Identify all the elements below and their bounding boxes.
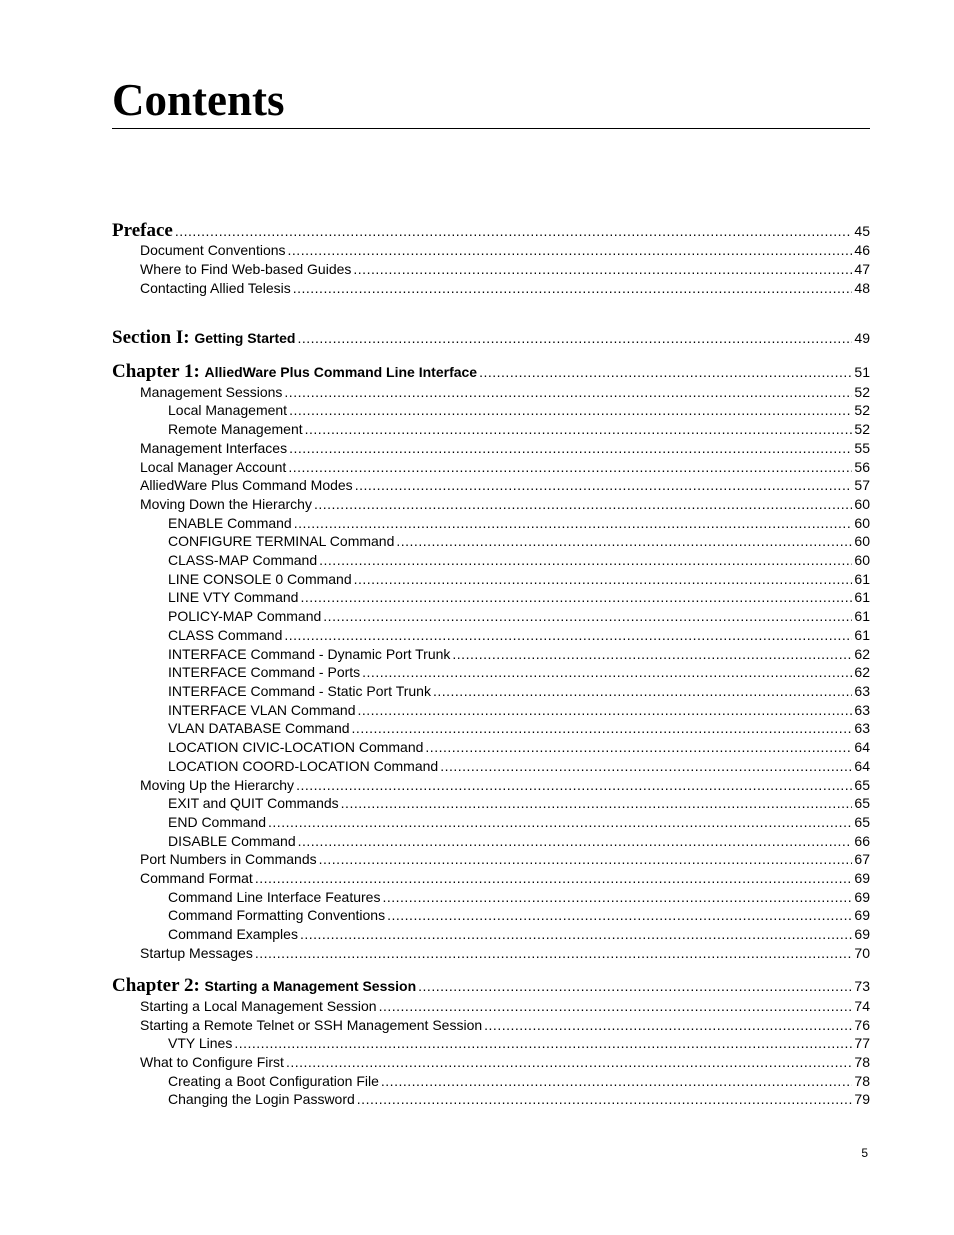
toc-page-number: 73 bbox=[854, 978, 870, 994]
dot-leader bbox=[319, 551, 852, 569]
toc-page-number: 51 bbox=[854, 364, 870, 380]
dot-leader bbox=[305, 420, 853, 438]
toc-page-number: 67 bbox=[854, 851, 870, 867]
toc-entry[interactable] bbox=[112, 925, 870, 943]
toc-entry[interactable] bbox=[112, 645, 870, 663]
dot-leader bbox=[355, 476, 853, 494]
toc-page-number: 61 bbox=[854, 627, 870, 643]
toc-entry[interactable] bbox=[112, 850, 870, 868]
toc-entry[interactable] bbox=[112, 813, 870, 831]
toc-entry[interactable] bbox=[112, 1016, 870, 1034]
toc-heading-entry[interactable] bbox=[112, 363, 870, 381]
toc-entry-label: CLASS Command bbox=[168, 627, 283, 643]
toc-entry[interactable] bbox=[112, 279, 870, 297]
toc-entry-label: Command Formatting Conventions bbox=[168, 907, 386, 923]
dot-leader bbox=[341, 794, 853, 812]
toc-entry[interactable] bbox=[112, 260, 870, 278]
toc-entry-label bbox=[112, 222, 173, 240]
toc-entry[interactable] bbox=[112, 551, 870, 569]
toc-entry[interactable] bbox=[112, 458, 870, 476]
toc-entry[interactable] bbox=[112, 532, 870, 550]
toc-entry[interactable] bbox=[112, 626, 870, 644]
toc-entry-label: LINE VTY Command bbox=[168, 589, 299, 605]
toc-entry-label: Management Interfaces bbox=[140, 440, 288, 456]
toc-heading-title: Starting a Management Session bbox=[204, 978, 417, 994]
toc-page-number: 64 bbox=[854, 739, 870, 755]
toc-entry[interactable] bbox=[112, 439, 870, 457]
toc-entry-label: Startup Messages bbox=[140, 945, 253, 961]
toc-page-number: 46 bbox=[854, 242, 870, 258]
toc-entry[interactable] bbox=[112, 383, 870, 401]
toc-entry[interactable] bbox=[112, 495, 870, 513]
dot-leader bbox=[353, 260, 852, 278]
dot-leader bbox=[352, 719, 853, 737]
toc-entry[interactable] bbox=[112, 776, 870, 794]
dot-leader bbox=[284, 383, 852, 401]
dot-leader bbox=[418, 977, 852, 995]
toc-entry[interactable] bbox=[112, 241, 870, 259]
toc-entry-label: END Command bbox=[168, 814, 267, 830]
dot-leader bbox=[484, 1016, 852, 1034]
dot-leader bbox=[289, 439, 852, 457]
toc-entry[interactable] bbox=[112, 420, 870, 438]
dot-leader bbox=[268, 813, 852, 831]
toc-entry-label: Document Conventions bbox=[140, 242, 286, 258]
toc-entry-label: LINE CONSOLE 0 Command bbox=[168, 571, 352, 587]
dot-leader bbox=[289, 401, 852, 419]
dot-leader bbox=[433, 682, 852, 700]
toc-entry-label: Port Numbers in Commands bbox=[140, 851, 317, 867]
toc-entry-label: Command Examples bbox=[168, 926, 298, 942]
toc-entry[interactable] bbox=[112, 869, 870, 887]
toc-entry[interactable] bbox=[112, 832, 870, 850]
toc-entry-label: Where to Find Web-based Guides bbox=[140, 261, 352, 277]
toc-heading-prefix: Preface bbox=[112, 220, 173, 241]
toc-entry[interactable] bbox=[112, 719, 870, 737]
dot-leader bbox=[288, 241, 853, 259]
toc-page-number: 66 bbox=[854, 833, 870, 849]
toc-entry-label: Starting a Remote Telnet or SSH Management Session bbox=[140, 1017, 483, 1033]
toc-entry-label: Command Format bbox=[140, 870, 253, 886]
toc-entry-label: Management Sessions bbox=[140, 384, 283, 400]
toc-page-number: 65 bbox=[854, 814, 870, 830]
toc-entry-label: LOCATION COORD-LOCATION Command bbox=[168, 758, 439, 774]
toc-entry-label: Local Management bbox=[168, 402, 288, 418]
toc-page-number: 61 bbox=[854, 608, 870, 624]
toc-entry-label: CONFIGURE TERMINAL Command bbox=[168, 533, 395, 549]
toc-entry-label: Command Line Interface Features bbox=[168, 889, 381, 905]
toc-entry-label: INTERFACE Command - Ports bbox=[168, 664, 361, 680]
dot-leader bbox=[319, 850, 853, 868]
dot-leader bbox=[381, 1072, 853, 1090]
toc-page-number: 45 bbox=[854, 223, 870, 239]
toc-entry-label: Starting a Local Management Session bbox=[140, 998, 377, 1014]
dot-leader bbox=[284, 626, 852, 644]
toc-entry-label: ENABLE Command bbox=[168, 515, 292, 531]
toc-entry-label: Moving Down the Hierarchy bbox=[140, 496, 312, 512]
toc-entry[interactable] bbox=[112, 514, 870, 532]
dot-leader bbox=[294, 514, 853, 532]
toc-page-number: 65 bbox=[854, 777, 870, 793]
dot-leader bbox=[293, 279, 853, 297]
toc-entry-label: What to Configure First bbox=[140, 1054, 284, 1070]
dot-leader bbox=[354, 570, 853, 588]
dot-leader bbox=[255, 944, 853, 962]
toc-entry-label: INTERFACE Command - Dynamic Port Trunk bbox=[168, 646, 451, 662]
toc-heading-prefix: Chapter 1: bbox=[112, 361, 205, 382]
toc-heading-title: Getting Started bbox=[194, 330, 296, 346]
toc-entry-label: VLAN DATABASE Command bbox=[168, 720, 350, 736]
dot-leader bbox=[286, 1053, 852, 1071]
dot-leader bbox=[296, 776, 852, 794]
dot-leader bbox=[358, 701, 853, 719]
toc-page-number: 60 bbox=[854, 533, 870, 549]
toc-entry-label: DISABLE Command bbox=[168, 833, 296, 849]
dot-leader bbox=[479, 363, 852, 381]
toc-entry[interactable] bbox=[112, 607, 870, 625]
toc-entry-label: Moving Up the Hierarchy bbox=[140, 777, 295, 793]
toc-page-number: 79 bbox=[854, 1091, 870, 1107]
toc-heading-entry[interactable] bbox=[112, 222, 870, 240]
toc-entry-label: LOCATION CIVIC-LOCATION Command bbox=[168, 739, 424, 755]
toc-entry[interactable] bbox=[112, 701, 870, 719]
dot-leader bbox=[440, 757, 852, 775]
toc-entry-label: Creating a Boot Configuration File bbox=[168, 1073, 379, 1089]
toc-page-number: 77 bbox=[854, 1035, 870, 1051]
toc-entry[interactable] bbox=[112, 888, 870, 906]
dot-leader bbox=[379, 997, 853, 1015]
toc-page-number: 55 bbox=[854, 440, 870, 456]
dot-leader bbox=[382, 888, 852, 906]
toc-page-number: 69 bbox=[854, 870, 870, 886]
toc-page-number: 57 bbox=[854, 477, 870, 493]
dot-leader bbox=[298, 832, 853, 850]
toc-page-number: 52 bbox=[854, 384, 870, 400]
toc-entry-label: AlliedWare Plus Command Modes bbox=[140, 477, 353, 493]
toc-heading-entry[interactable] bbox=[112, 977, 870, 995]
toc-page-number: 60 bbox=[854, 515, 870, 531]
dot-leader bbox=[314, 495, 852, 513]
dot-leader bbox=[362, 663, 852, 681]
toc-entry[interactable] bbox=[112, 1053, 870, 1071]
toc-entry-label: Remote Management bbox=[168, 421, 303, 437]
toc-page-number: 48 bbox=[854, 280, 870, 296]
toc-page-number: 49 bbox=[854, 330, 870, 346]
toc-page-number: 69 bbox=[854, 889, 870, 905]
toc-entry-label: Contacting Allied Telesis bbox=[140, 280, 291, 296]
toc-page-number: 74 bbox=[854, 998, 870, 1014]
toc-heading-prefix: Section I: bbox=[112, 327, 195, 348]
toc-entry-label: INTERFACE VLAN Command bbox=[168, 702, 356, 718]
toc-entry-label: POLICY-MAP Command bbox=[168, 608, 322, 624]
toc-page-number: 63 bbox=[854, 702, 870, 718]
toc-page-number: 69 bbox=[854, 926, 870, 942]
toc-page-number: 76 bbox=[854, 1017, 870, 1033]
toc-entry[interactable] bbox=[112, 570, 870, 588]
toc-entry[interactable] bbox=[112, 1034, 870, 1052]
dot-leader bbox=[300, 925, 852, 943]
toc-entry-label bbox=[112, 363, 477, 381]
toc-entry[interactable] bbox=[112, 1090, 870, 1108]
toc-page-number: 65 bbox=[854, 795, 870, 811]
dot-leader bbox=[297, 329, 852, 347]
toc-page-number: 62 bbox=[854, 646, 870, 662]
toc-heading-prefix: Chapter 2: bbox=[112, 975, 205, 996]
dot-leader bbox=[425, 738, 852, 756]
toc-entry[interactable] bbox=[112, 794, 870, 812]
toc-entry-label: EXIT and QUIT Commands bbox=[168, 795, 339, 811]
toc-entry[interactable] bbox=[112, 944, 870, 962]
toc-entry[interactable] bbox=[112, 997, 870, 1015]
toc-heading-entry[interactable] bbox=[112, 329, 870, 347]
dot-leader bbox=[323, 607, 852, 625]
toc-entry-label: Changing the Login Password bbox=[168, 1091, 355, 1107]
toc-heading-title: AlliedWare Plus Command Line Interface bbox=[204, 364, 478, 380]
toc-page-number: 61 bbox=[854, 589, 870, 605]
dot-leader bbox=[357, 1090, 853, 1108]
dot-leader bbox=[452, 645, 852, 663]
toc-page-number: 47 bbox=[854, 261, 870, 277]
toc-page-number: 69 bbox=[854, 907, 870, 923]
dot-leader bbox=[255, 869, 853, 887]
toc-entry[interactable] bbox=[112, 663, 870, 681]
title-rule bbox=[112, 128, 870, 129]
dot-leader bbox=[175, 222, 853, 240]
toc-page-number: 60 bbox=[854, 496, 870, 512]
toc-entry[interactable] bbox=[112, 757, 870, 775]
toc-entry[interactable] bbox=[112, 682, 870, 700]
toc-page-number: 64 bbox=[854, 758, 870, 774]
toc-entry-label bbox=[112, 329, 295, 347]
toc-entry[interactable] bbox=[112, 1072, 870, 1090]
toc-entry[interactable] bbox=[112, 906, 870, 924]
toc-entry-label bbox=[112, 977, 416, 995]
toc-page-number: 62 bbox=[854, 664, 870, 680]
dot-leader bbox=[234, 1034, 852, 1052]
dot-leader bbox=[396, 532, 852, 550]
dot-leader bbox=[288, 458, 852, 476]
toc-entry-label: Local Manager Account bbox=[140, 459, 287, 475]
dot-leader bbox=[387, 906, 852, 924]
dot-leader bbox=[300, 588, 852, 606]
toc-page-number: 52 bbox=[854, 402, 870, 418]
toc-entry-label: INTERFACE Command - Static Port Trunk bbox=[168, 683, 431, 699]
toc-page-number: 78 bbox=[854, 1073, 870, 1089]
page-title: Contents bbox=[112, 75, 285, 125]
toc-entry[interactable] bbox=[112, 588, 870, 606]
toc-page-number: 70 bbox=[854, 945, 870, 961]
page-number: 5 bbox=[861, 1146, 868, 1160]
toc-page-number: 63 bbox=[854, 720, 870, 736]
toc-page-number: 56 bbox=[854, 459, 870, 475]
toc-page-number: 61 bbox=[854, 571, 870, 587]
toc-entry[interactable] bbox=[112, 401, 870, 419]
toc-entry[interactable] bbox=[112, 476, 870, 494]
toc-page-number: 60 bbox=[854, 552, 870, 568]
toc-entry[interactable] bbox=[112, 738, 870, 756]
toc-entry-label: CLASS-MAP Command bbox=[168, 552, 318, 568]
toc-entry-label: VTY Lines bbox=[168, 1035, 233, 1051]
toc-page-number: 78 bbox=[854, 1054, 870, 1070]
toc-page-number: 52 bbox=[854, 421, 870, 437]
toc-page-number: 63 bbox=[854, 683, 870, 699]
